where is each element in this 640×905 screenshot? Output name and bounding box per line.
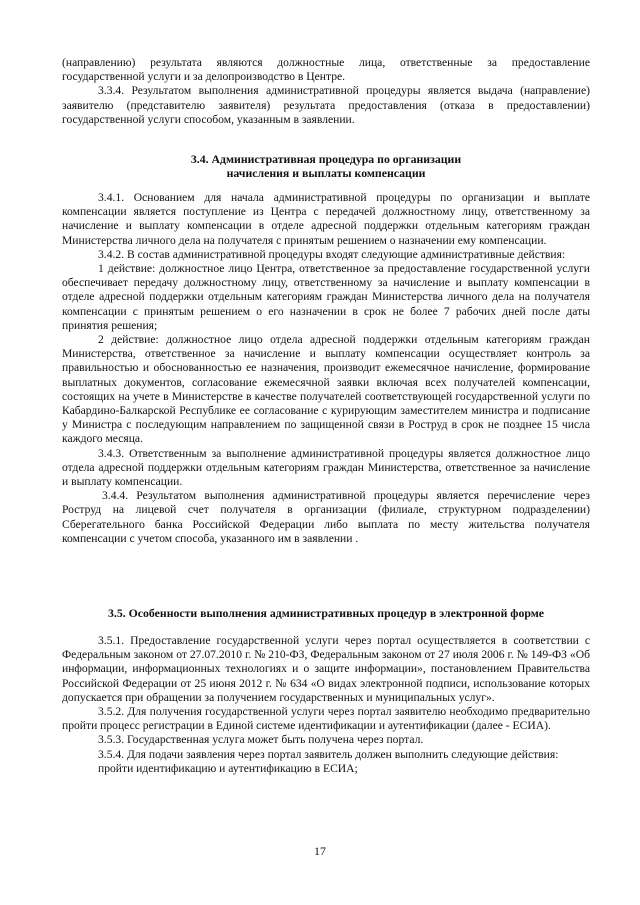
heading-line: 3.5. Особенности выполнения административных процедур в электронной форме	[107, 606, 545, 620]
heading-line: начисления и выплаты компенсации	[226, 166, 426, 181]
paragraph-3-5-1: 3.5.1. Предоставление государственной услуги через портал осуществляется в соответствии с Федеральным законом от 27.07.2010 г. № 210-ФЗ, Федеральным законом от 27 июля 2006 г. № 149-ФЗ «Об информации, информационных технологиях и о защите информации», постановлением Правительства Российской Федерации от 25 июня 2012 г. № 634 «О видах электронной подписи, использование которых допускается при обращении за получением государственных и муниципальных услуг».	[62, 634, 590, 704]
section-3-4-body	[62, 191, 590, 546]
page-number: 17	[314, 844, 326, 858]
top-text-block	[62, 56, 590, 127]
paragraph-action-2: 2 действие: должностное лицо отдела адресной поддержки отдельным категориям граждан Министерства, ответственное за начисление и выплату компенсации осуществляет контроль за правильностью и обоснованностью ее назначения, производит ежемесячное начисление, формирование выплатных документов, согласование ежемесячной заявки включая всех получателей компенсации, состоящих на учете в Министерстве в качестве получателей соответствующей государственной услуги по Кабардино-Балкарской Республике ее согласование с курирующим заместителем министра и подписание у Министра с последующим направлением по защищенной связи в Роструд в срок не позднее 15 числа каждого месяца.	[62, 333, 590, 446]
list-item: пройти идентификацию и аутентификацию в ЕСИА;	[98, 761, 358, 775]
paragraph-action-1: 1 действие: должностное лицо Центра, ответственное за предоставление государственной услуги обеспечивает передачу должностному лицу, ответственному за начисление и выплату компенсации в отделе адресной поддержки отдельным категориям граждан Министерства личного дела на получателя компенсации с принятым решением о его назначении в срок не более 7 рабочих дней после даты принятия решения;	[62, 262, 590, 332]
paragraph-3-5-2: 3.5.2. Для получения государственной услуги через портал заявителю необходимо предварительно пройти процесс регистрации в Единой системе идентификации и аутентификации (далее - ЕСИА).	[62, 705, 590, 733]
paragraph-3-3-4: 3.3.4. Результатом выполнения административной процедуры является выдача (направление) заявителю (представителю заявителя) результата предоставления (отказа в предоставлении) государственной услуги способом, указанным в заявлении.	[62, 84, 590, 126]
paragraph: (направлению) результата являются должностные лица, ответственные за предоставление государственной услуги и за делопроизводство в Центре.	[62, 56, 590, 84]
paragraph-3-5-3: 3.5.3. Государственная услуга может быть получена через портал.	[98, 733, 424, 747]
section-3-5-heading	[62, 606, 590, 620]
paragraph-3-4-4: 3.4.4. Результатом выполнения административной процедуры является перечисление через Роструд на лицевой счет получателя в организации (филиале, структурном подразделении) Сберегательного банка Российской Федерации либо выплата по месту жительства получателя компенсации с учетом способа, указанного им в заявлении .	[62, 489, 590, 545]
section-3-4-heading	[62, 152, 590, 181]
paragraph-3-4-2: 3.4.2. В состав административной процедуры входят следующие административные действия:	[98, 247, 566, 261]
section-3-5-body	[62, 634, 590, 776]
heading-line: 3.4. Административная процедура по организации	[190, 152, 462, 166]
paragraph-3-4-3: 3.4.3. Ответственным за выполнение административной процедуры является должностное лицо отдела адресной поддержки отдельным категориям граждан Министерства, ответственное за начисление и выплату компенсации.	[62, 446, 590, 489]
paragraph-3-5-4: 3.5.4. Для подачи заявления через портал заявитель должен выполнить следующие действия:	[98, 747, 559, 761]
paragraph-3-4-1: 3.4.1. Основанием для начала административной процедуры по организации и выплате компенсации является поступление из Центра с передачей должностному лицу, ответственному за начисление и выплату компенсации в отделе адресной поддержки отдельным категориям граждан Министерства личного дела на получателя с принятым решением о назначении ему компенсации.	[62, 191, 590, 247]
